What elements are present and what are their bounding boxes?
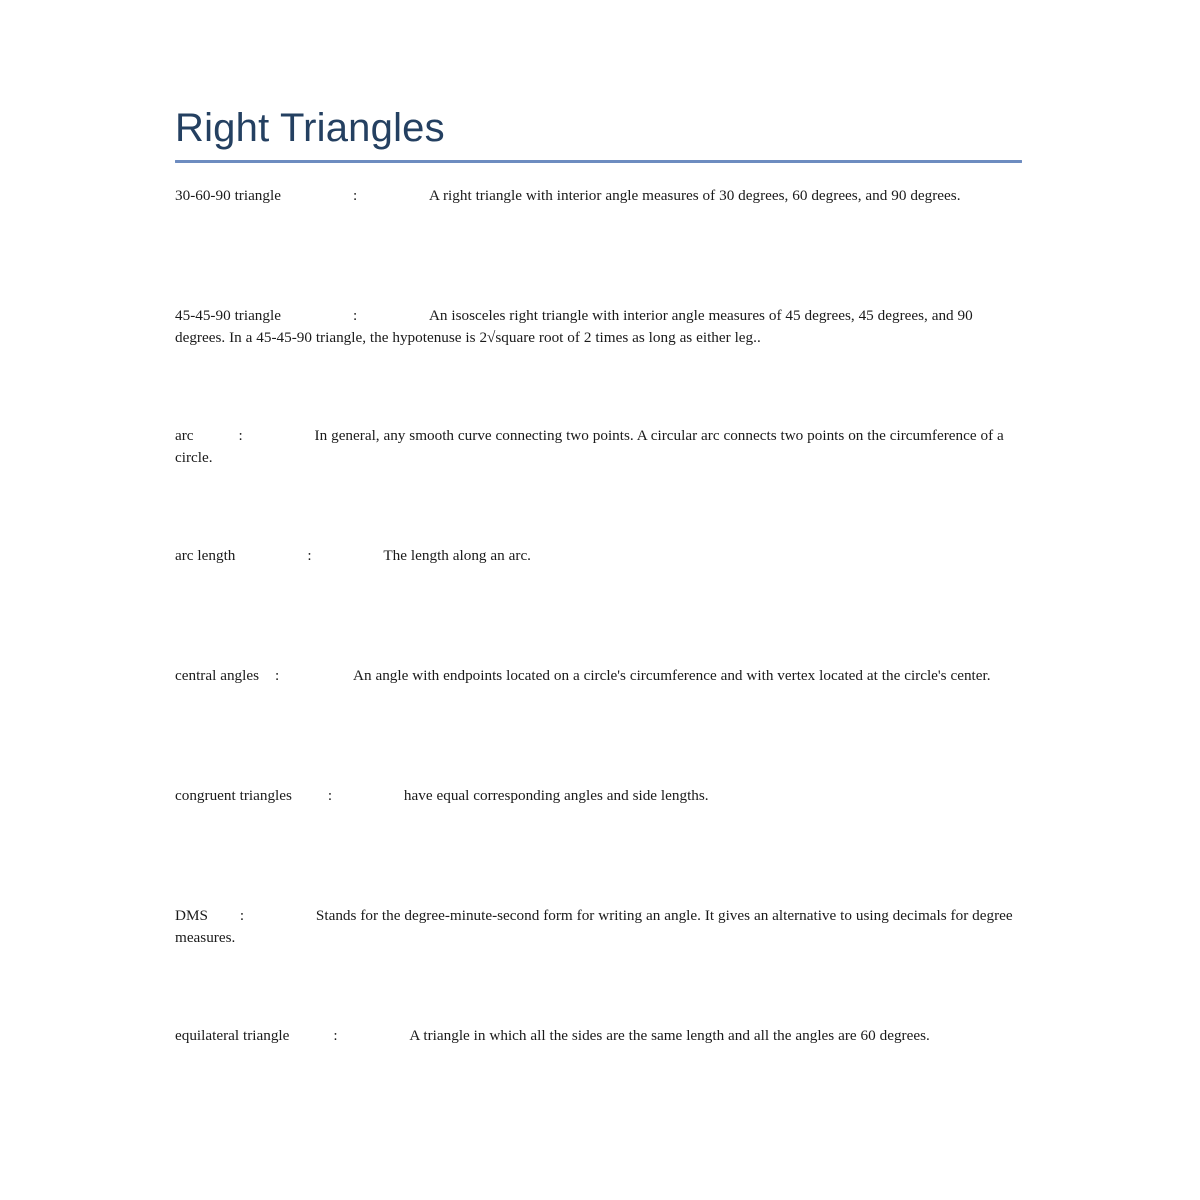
glossary-term: equilateral triangle (175, 1027, 290, 1044)
glossary-separator: : (239, 907, 245, 924)
glossary-entry (175, 185, 1022, 305)
glossary-definition: A triangle in which all the sides are the same length and all the angles are 60 degrees. (409, 1027, 930, 1044)
glossary-definition: In general, any smooth curve connecting two points. A circular arc connects two points on the circumference of a circle. (175, 427, 1004, 466)
glossary-definition: An isosceles right triangle with interior angle measures of 45 degrees, 45 degrees, and 90 degrees. In a 45-45-90 triangle, the hypotenuse is 2√square root of 2 times as long as either leg.. (175, 307, 973, 346)
glossary-entry (175, 1025, 1022, 1047)
glossary-entry (175, 905, 1022, 1025)
glossary-separator: : (352, 307, 358, 324)
glossary-definition: have equal corresponding angles and side lengths. (403, 787, 709, 804)
glossary-definition: The length along an arc. (383, 547, 531, 564)
glossary-separator: : (333, 1027, 338, 1044)
glossary-term: 45-45-90 triangle (175, 307, 281, 324)
glossary-entry (175, 785, 1022, 905)
glossary-separator: : (238, 427, 243, 444)
glossary-term: arc length (175, 547, 236, 564)
glossary-definition: Stands for the degree-minute-second form for writing an angle. It gives an alternative to using decimals for degree measures. (175, 907, 1013, 946)
glossary-entry (175, 665, 1022, 785)
glossary-separator: : (275, 667, 280, 684)
glossary-entry (175, 545, 1022, 665)
glossary-definition: An angle with endpoints located on a circle's circumference and with vertex located at the circle's center. (353, 667, 991, 684)
glossary-term: arc (175, 427, 194, 444)
glossary-term: congruent triangles (175, 787, 292, 804)
glossary-definition: A right triangle with interior angle measures of 30 degrees, 60 degrees, and 90 degrees. (428, 187, 961, 204)
title-underline-rule (175, 160, 1022, 163)
glossary-term: DMS (175, 907, 208, 924)
glossary-separator: : (352, 187, 358, 204)
document-heading (175, 104, 1022, 163)
glossary-term: central angles (175, 667, 260, 684)
glossary-entry (175, 425, 1022, 545)
glossary-list (175, 185, 1022, 1047)
glossary-separator: : (327, 787, 333, 804)
glossary-entry (175, 305, 1022, 425)
glossary-separator: : (307, 547, 312, 564)
page-title: Right Triangles (175, 106, 445, 150)
glossary-term: 30-60-90 triangle (175, 187, 281, 204)
